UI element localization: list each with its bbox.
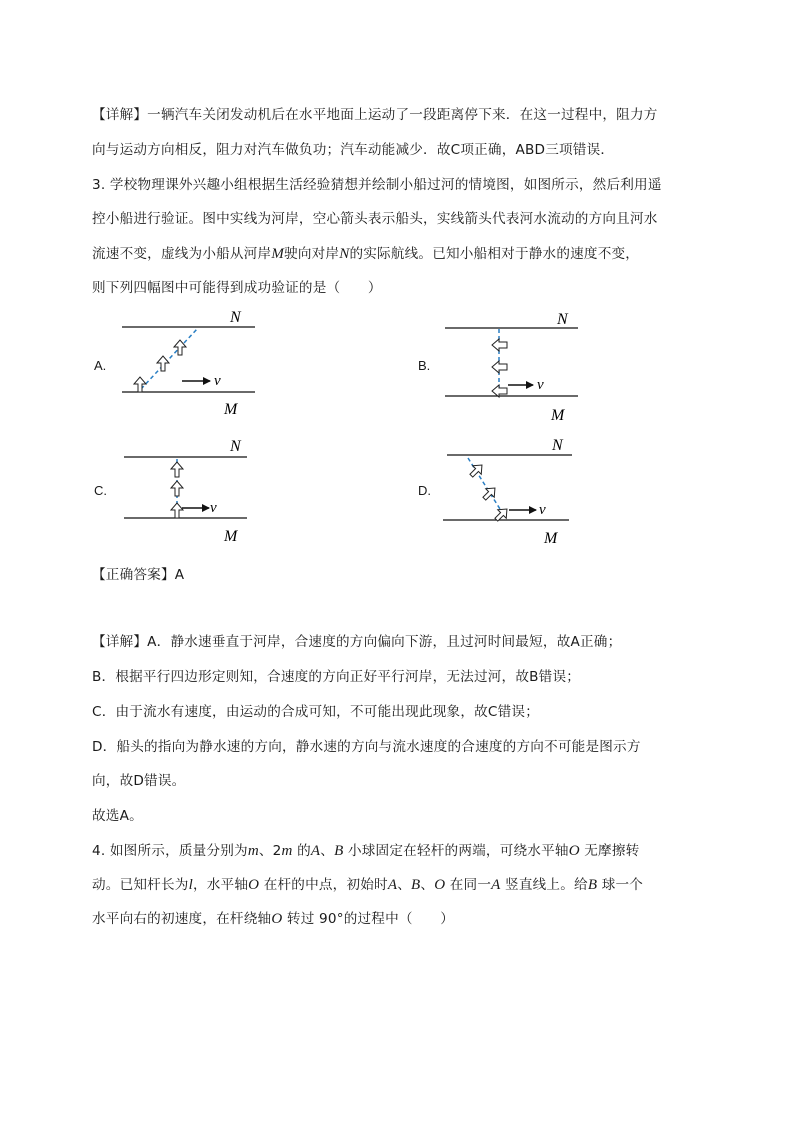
bank-m-label: M bbox=[271, 246, 285, 262]
boat-heading-arrow bbox=[171, 481, 183, 496]
figure-b bbox=[435, 300, 595, 430]
label-n: N bbox=[230, 438, 241, 455]
q4-text: 的 bbox=[292, 843, 311, 859]
detail-a: 【详解】A．静水速垂直于河岸，合速度的方向偏向下游，且过河时间最短，故A正确； bbox=[92, 634, 622, 650]
correct-answer: 【正确答案】A bbox=[92, 567, 185, 583]
detail-d-line-2: 向，故D错误。 bbox=[92, 773, 186, 789]
q4-text: 在杆的中点，初始时 bbox=[259, 877, 388, 893]
q4-text: 在同一 bbox=[445, 877, 492, 893]
q4-text: 、 bbox=[420, 877, 435, 893]
q4-text: ，水平轴 bbox=[192, 877, 249, 893]
figure-d bbox=[435, 430, 595, 560]
q4-text: 小球固定在轻杆的两端，可绕水平轴 bbox=[343, 843, 569, 859]
boat-heading-arrow bbox=[492, 505, 511, 524]
detail-line-1: 【详解】一辆汽车关闭发动机后在水平地面上运动了一段距离停下来．在这一过程中，阻力方 bbox=[92, 107, 658, 123]
label-v: v bbox=[537, 377, 544, 393]
q3-line-4: 则下列四幅图中可能得到成功验证的是（ ） bbox=[92, 280, 382, 296]
bank-n-label: N bbox=[339, 246, 350, 262]
q4-text: 、2 bbox=[258, 843, 282, 859]
boat-heading-arrow bbox=[480, 484, 499, 503]
option-d-label: D. bbox=[418, 483, 431, 498]
var-m: m bbox=[281, 843, 293, 859]
label-n: N bbox=[552, 437, 563, 454]
q4-text: 动。已知杆长为 bbox=[92, 877, 189, 893]
figure-c bbox=[110, 430, 270, 560]
q3-text: 驶向对岸 bbox=[284, 246, 340, 262]
var-l: l bbox=[188, 877, 193, 893]
var-b: B bbox=[334, 843, 344, 859]
choose-answer: 故选A。 bbox=[92, 808, 143, 824]
label-v: v bbox=[210, 500, 217, 516]
q4-text: 水平向右的初速度，在杆绕轴 bbox=[92, 911, 272, 927]
option-a-label: A. bbox=[94, 358, 107, 373]
var-a: A bbox=[310, 843, 321, 859]
label-m: M bbox=[544, 530, 558, 547]
var-o: O bbox=[271, 911, 283, 927]
q3-text: 流速不变，虚线为小船从河岸 bbox=[92, 246, 272, 262]
q3-text: 的实际航线。已知小船相对于静水的速度不变， bbox=[349, 246, 640, 262]
var-a: A bbox=[387, 877, 398, 893]
label-m: M bbox=[551, 407, 565, 424]
q4-line-2 bbox=[92, 873, 643, 894]
boat-heading-arrow bbox=[134, 377, 146, 392]
boat-heading-arrow bbox=[492, 385, 507, 397]
boat-heading-arrow bbox=[492, 361, 507, 373]
label-n: N bbox=[557, 311, 568, 328]
q4-line-3 bbox=[92, 907, 454, 928]
q3-line-1: 3. 学校物理课外兴趣小组根据生活经验猜想并绘制小船过河的情境图，如图所示，然后利用遥 bbox=[92, 177, 662, 193]
q4-text: 球一个 bbox=[597, 877, 644, 893]
boat-heading-arrow bbox=[467, 461, 486, 480]
var-a: A bbox=[491, 877, 501, 893]
detail-d-line-1: D．船头的指向为静水速的方向，静水速的方向与流水速度的合速度的方向不可能是图示方 bbox=[92, 739, 641, 755]
q4-text: 转过 90°的过程中（ ） bbox=[282, 911, 455, 927]
actual-path-dashed bbox=[141, 328, 198, 389]
q4-line-1 bbox=[92, 839, 639, 860]
boat-heading-arrow bbox=[157, 356, 169, 371]
q4-text: 4. 如图所示，质量分别为 bbox=[92, 843, 248, 859]
var-b: B bbox=[587, 877, 598, 893]
label-n: N bbox=[230, 309, 241, 326]
detail-c: C．由于流水有速度，由运动的合成可知，不可能出现此现象，故C错误； bbox=[92, 704, 539, 720]
label-v: v bbox=[539, 502, 546, 518]
q4-text: 竖直线上。给 bbox=[500, 877, 588, 893]
var-o: O bbox=[434, 877, 446, 893]
q4-text: 、 bbox=[397, 877, 412, 893]
detail-b: B．根据平行四边形定则知，合速度的方向正好平行河岸，无法过河，故B错误； bbox=[92, 669, 581, 685]
boat-heading-arrow bbox=[171, 462, 183, 477]
boat-heading-arrow bbox=[492, 339, 507, 351]
var-o: O bbox=[248, 877, 260, 893]
var-m: m bbox=[247, 843, 259, 859]
q3-line-2: 控小船进行验证。图中实线为河岸，空心箭头表示船头，实线箭头代表河水流动的方向且河水 bbox=[92, 211, 658, 227]
option-b-label: B. bbox=[418, 358, 431, 373]
q3-line-3 bbox=[92, 242, 639, 263]
q4-text: 、 bbox=[320, 843, 335, 859]
var-b: B bbox=[411, 877, 421, 893]
label-m: M bbox=[224, 401, 238, 418]
q4-text: 无摩擦转 bbox=[579, 843, 640, 859]
figure-a bbox=[110, 300, 270, 430]
boat-heading-arrow bbox=[171, 503, 183, 518]
label-m: M bbox=[224, 528, 238, 545]
label-v: v bbox=[214, 373, 221, 389]
detail-line-2: 向与运动方向相反，阻力对汽车做负功；汽车动能减少．故C项正确，ABD三项错误． bbox=[92, 142, 615, 158]
var-o: O bbox=[568, 843, 580, 859]
option-c-label: C. bbox=[94, 483, 107, 498]
